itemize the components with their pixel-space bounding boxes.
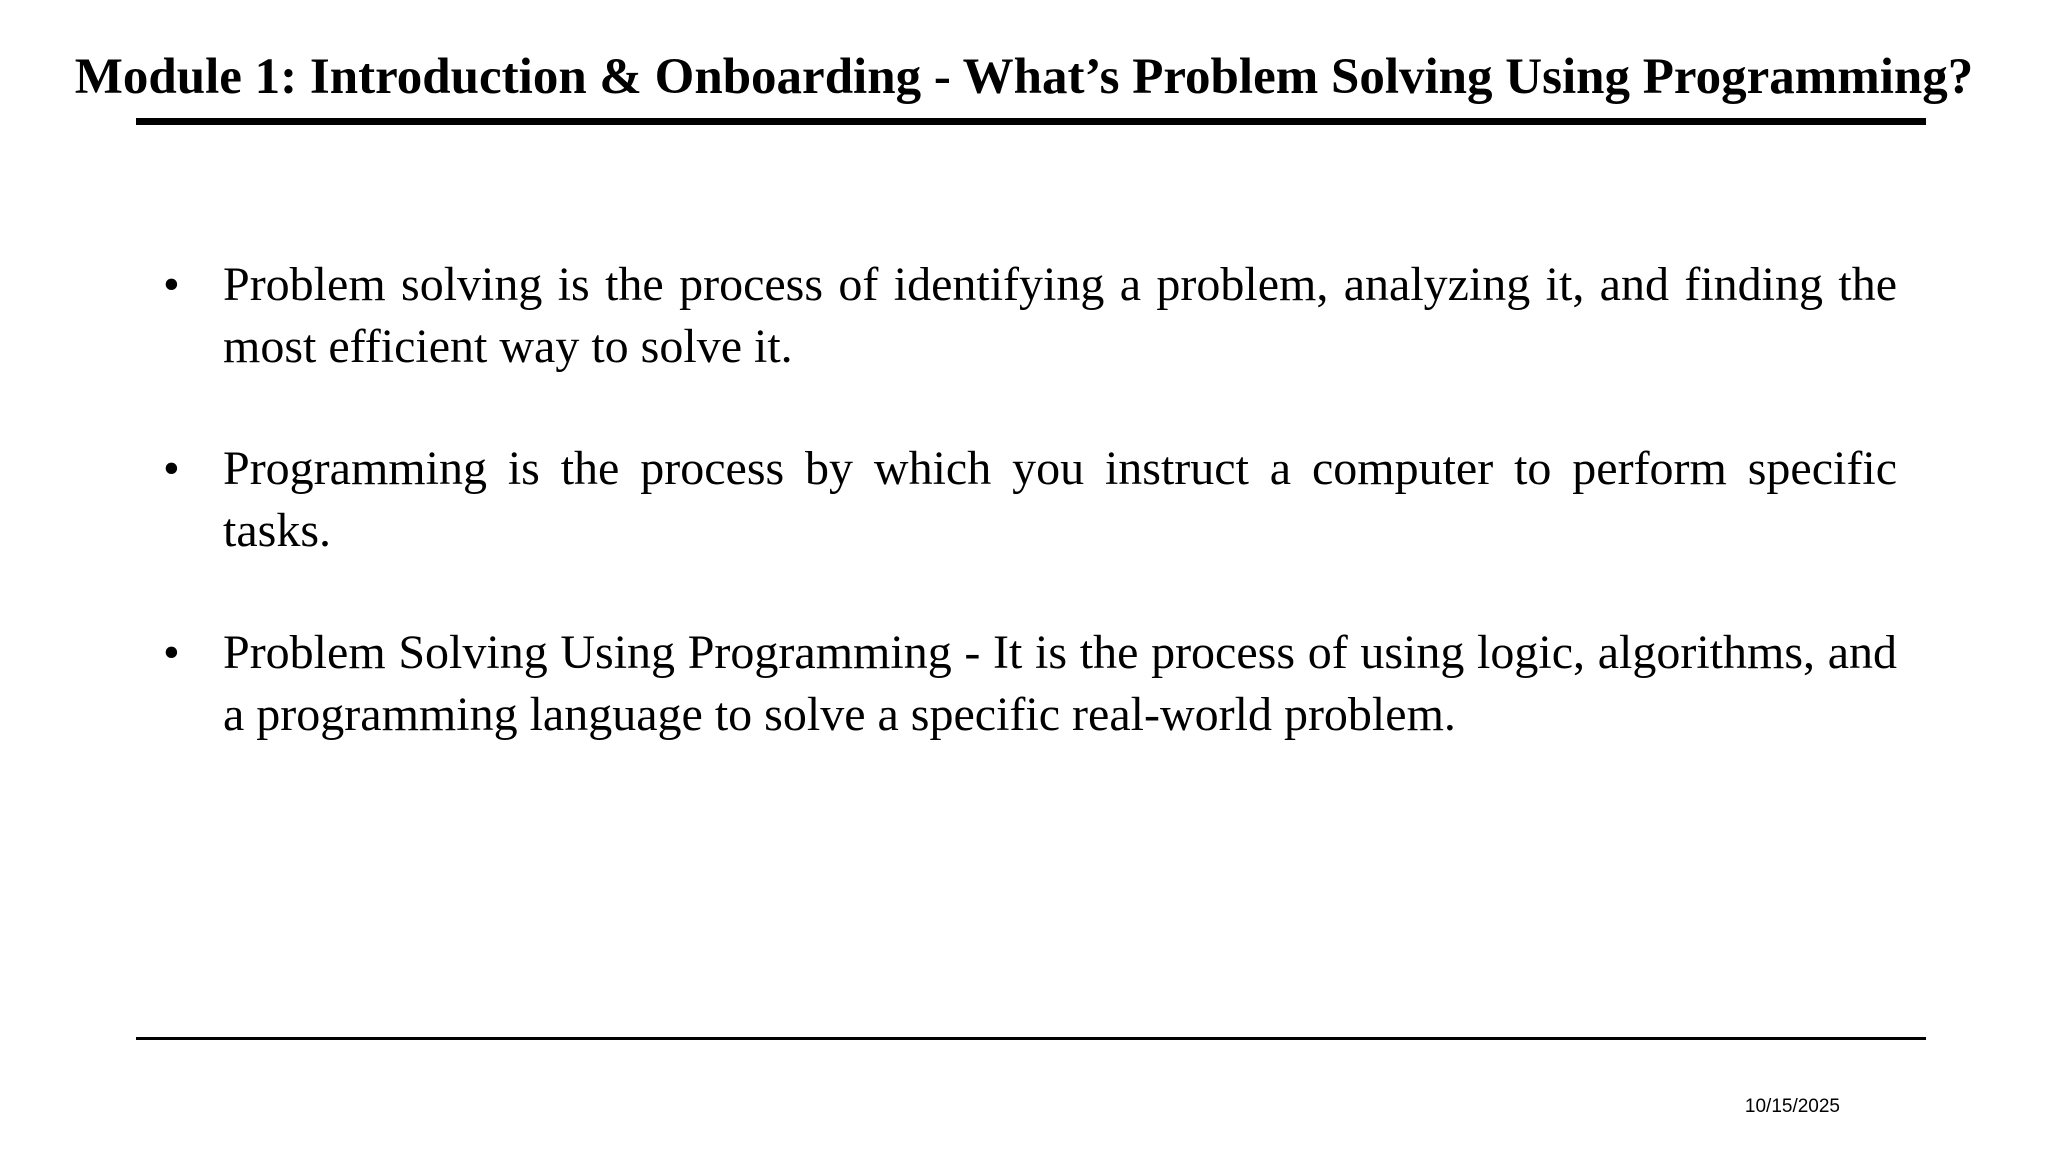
bullet-text: Problem solving is the process of identifying a problem, analyzing it, and finding the most efficient way to solve it. <box>223 258 1897 373</box>
bullet-icon: • <box>163 442 180 495</box>
bullet-item <box>163 438 1897 562</box>
bullet-item <box>163 254 1897 378</box>
title-underline <box>136 118 1926 125</box>
bullet-list <box>163 254 1897 806</box>
bullet-icon: • <box>163 258 180 311</box>
bullet-item <box>163 622 1897 746</box>
footer-divider <box>136 1037 1926 1040</box>
slide-title: Module 1: Introduction & Onboarding - What’s Problem Solving Using Programming? <box>74 49 1974 105</box>
bullet-icon: • <box>163 626 180 679</box>
bullet-text: Problem Solving Using Programming - It is the process of using logic, algorithms, and a programming language to solve a specific real-world problem. <box>223 626 1897 741</box>
slide-date: 10/15/2025 <box>1744 1096 1840 1117</box>
bullet-text: Programming is the process by which you instruct a computer to perform specific tasks. <box>223 442 1897 557</box>
